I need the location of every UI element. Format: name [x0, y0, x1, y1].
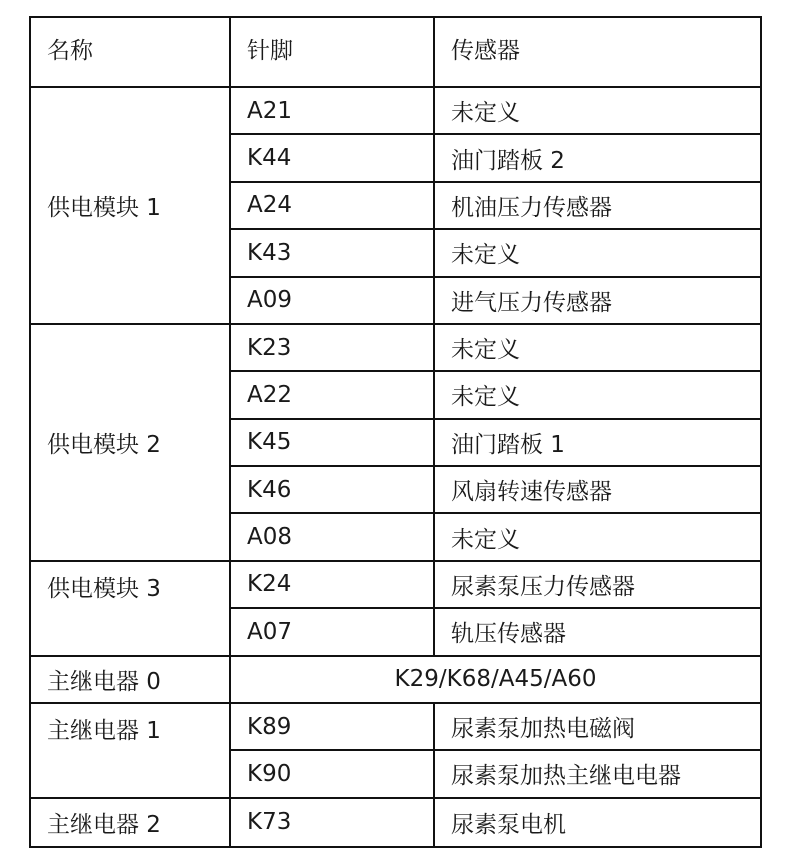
- header-pin: 针脚: [231, 18, 435, 88]
- sensor-cell: 油门踏板 1: [435, 420, 760, 467]
- pin-cell: K23: [231, 325, 435, 372]
- sensor-cell: 未定义: [435, 88, 760, 135]
- pin-cell: A08: [231, 514, 435, 561]
- pin-sensor-table: [29, 16, 762, 848]
- sensor-cell: 机油压力传感器: [435, 183, 760, 230]
- sensor-cell: 轨压传感器: [435, 609, 760, 656]
- header-name: 名称: [31, 18, 231, 88]
- pin-cell: A07: [231, 609, 435, 656]
- group-name: 供电模块 2: [31, 325, 231, 562]
- pin-cell: K24: [231, 562, 435, 609]
- sensor-cell: 风扇转速传感器: [435, 467, 760, 514]
- header-sensor: 传感器: [435, 18, 760, 88]
- group-name: 主继电器 0: [31, 657, 231, 704]
- sensor-cell: 尿素泵加热电磁阀: [435, 704, 760, 751]
- group-name: 供电模块 3: [31, 562, 231, 657]
- sensor-cell: 未定义: [435, 372, 760, 419]
- pin-cell: A24: [231, 183, 435, 230]
- pin-cell: K44: [231, 135, 435, 182]
- pin-cell: K90: [231, 751, 435, 798]
- sensor-cell: 尿素泵压力传感器: [435, 562, 760, 609]
- group-name: 供电模块 1: [31, 88, 231, 325]
- pin-cell: K43: [231, 230, 435, 277]
- sensor-cell: 尿素泵电机: [451, 811, 566, 838]
- merged-pin-cell: K29/K68/A45/A60: [231, 657, 760, 704]
- sensor-cell: 尿素泵加热主继电电器: [435, 751, 760, 798]
- pin-cell: K73: [231, 799, 435, 846]
- pin-cell: K89: [231, 704, 435, 751]
- pin-cell: K46: [231, 467, 435, 514]
- sensor-cell: 未定义: [435, 325, 760, 372]
- pin-cell: K45: [231, 420, 435, 467]
- sensor-cell: 油门踏板 2: [435, 135, 760, 182]
- group-name: 主继电器 2: [31, 799, 231, 846]
- pin-cell: A22: [231, 372, 435, 419]
- sensor-cell: 未定义: [435, 514, 760, 561]
- group-name: 主继电器 1: [31, 704, 231, 799]
- sensor-cell: 进气压力传感器: [435, 278, 760, 325]
- pin-cell: A09: [231, 278, 435, 325]
- pin-cell: A21: [231, 88, 435, 135]
- sensor-cell: 未定义: [435, 230, 760, 277]
